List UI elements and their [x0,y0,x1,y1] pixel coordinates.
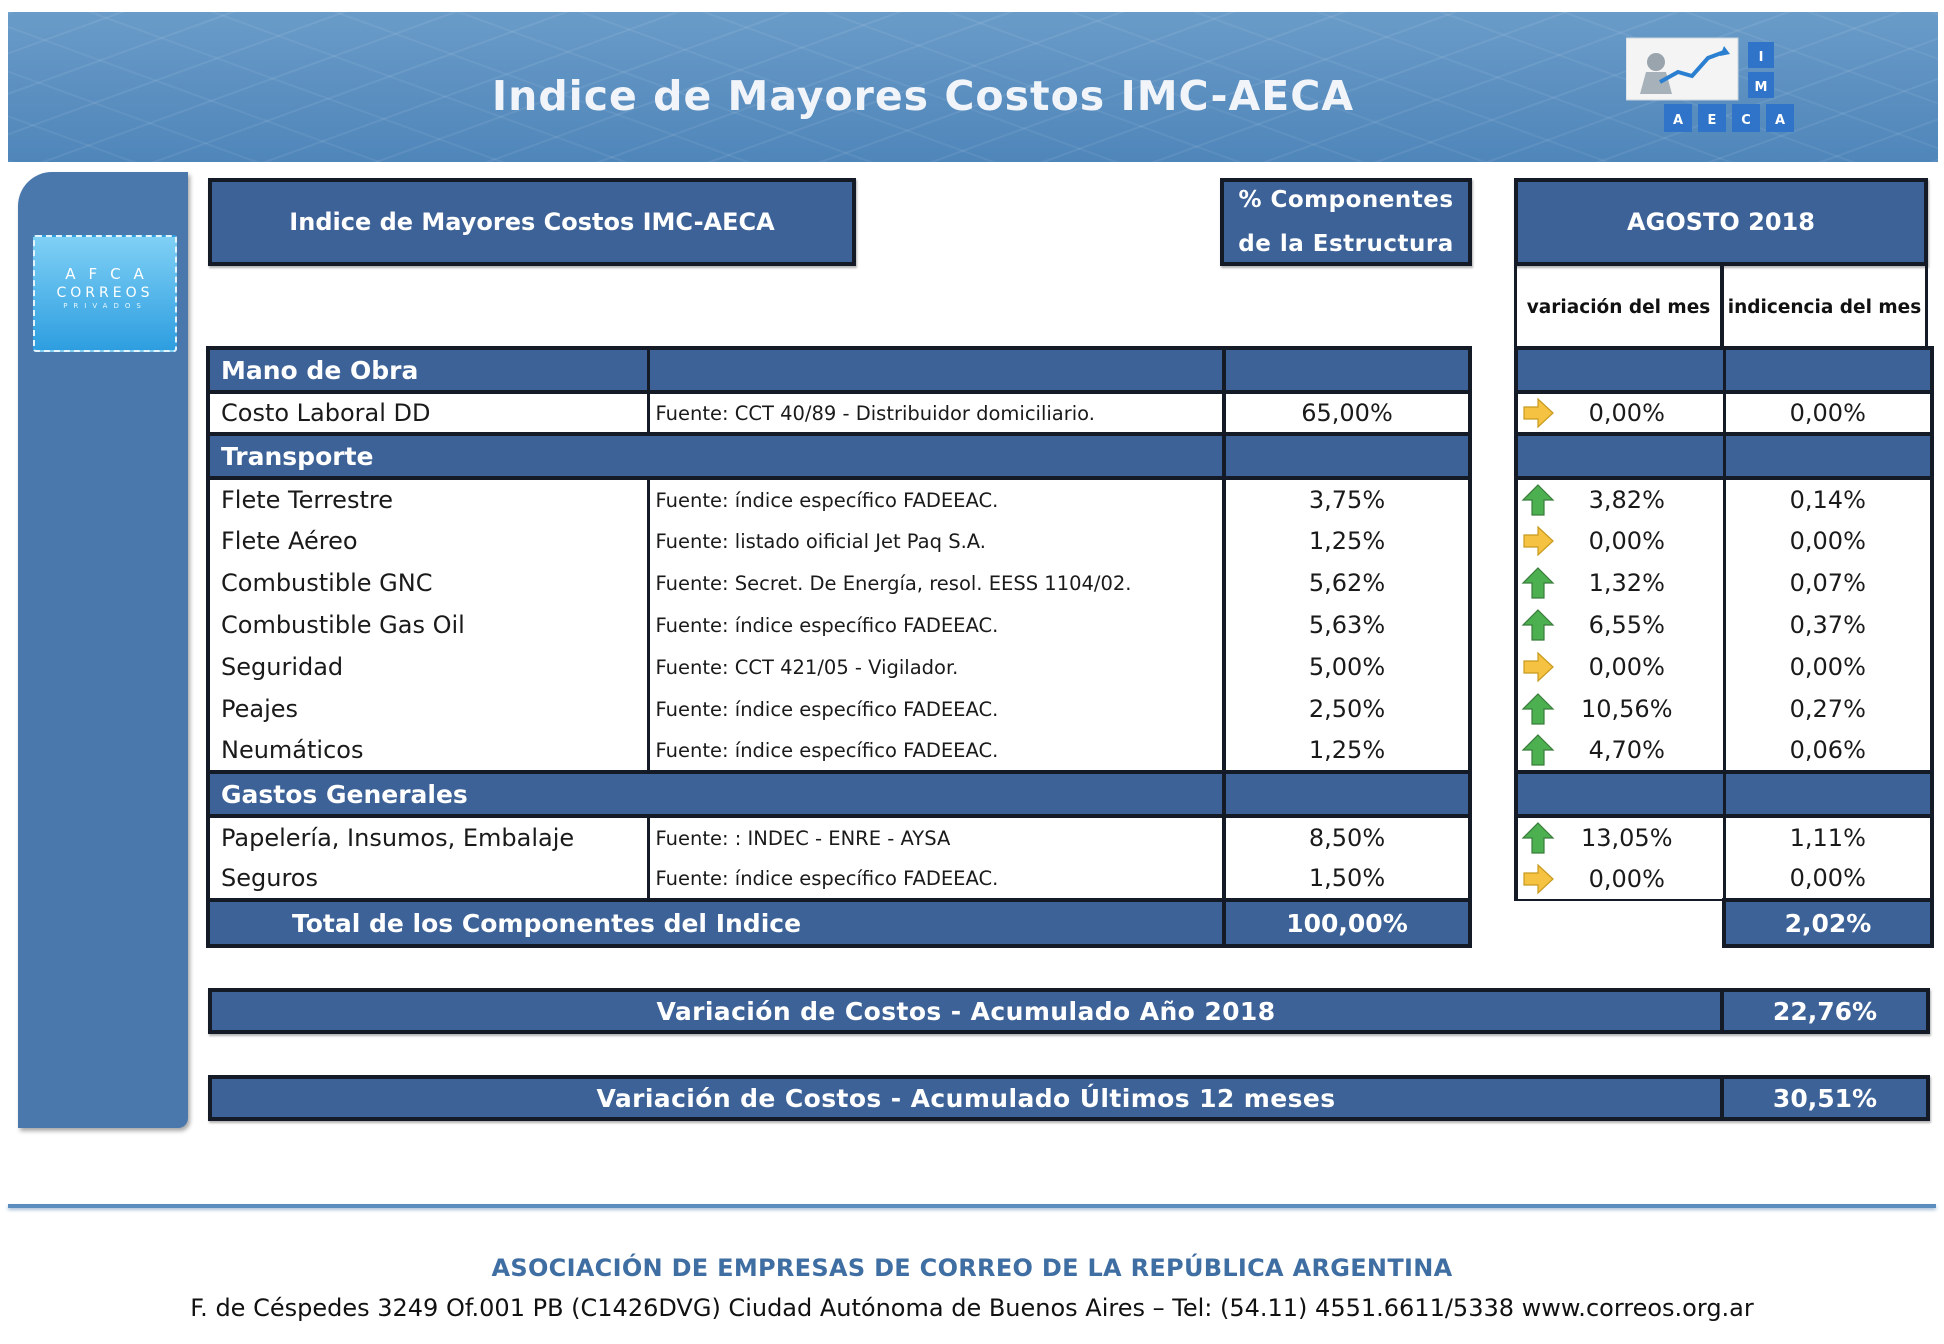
total-pct: 100,00% [1224,900,1470,946]
table-row [208,562,1932,604]
afca-correos-logo [33,235,177,352]
accumulated-12m-value: 30,51% [1720,1079,1926,1117]
svg-text:C: C [1741,113,1751,128]
svg-text:A: A [1672,113,1684,128]
up-arrow-icon [1521,566,1555,600]
total-row [208,900,1932,946]
item-name: Combustible Gas Oil [208,604,648,646]
section-row [208,434,1932,478]
components-header-line1: % Componentes [1238,187,1454,213]
afca-logo-line3: PRIVADOS [63,302,147,310]
table-row [208,478,1932,520]
item-source: Fuente: CCT 40/89 - Distribuidor domiciliario. [648,392,1224,434]
item-incidencia: 0,27% [1724,688,1932,730]
item-source: Fuente: índice específico FADEEAC. [648,478,1224,520]
item-source: Fuente: Secret. De Energía, resol. EESS 1104/02. [648,562,1224,604]
section-title: Gastos Generales [208,772,1224,816]
item-name: Seguros [208,858,648,900]
item-pct: 3,75% [1224,478,1470,520]
month-header-box [1514,178,1928,266]
cost-index-table [206,346,1934,948]
item-pct: 65,00% [1224,392,1470,434]
item-name: Papelería, Insumos, Embalaje [208,816,648,858]
item-name: Combustible GNC [208,562,648,604]
up-arrow-icon [1521,692,1555,726]
total-label: Total de los Componentes del Indice [208,900,1224,946]
up-arrow-icon [1521,483,1555,517]
item-incidencia: 0,00% [1724,392,1932,434]
footer-divider [8,1204,1936,1208]
item-variacion: 1,32% [1588,569,1665,597]
item-incidencia: 0,00% [1724,646,1932,688]
flat-arrow-icon [1521,862,1555,896]
svg-text:E: E [1707,113,1717,128]
item-pct: 5,62% [1224,562,1470,604]
item-incidencia: 1,11% [1724,816,1932,858]
item-pct: 1,25% [1224,520,1470,562]
item-source: Fuente: CCT 421/05 - Vigilador. [648,646,1224,688]
item-incidencia: 0,00% [1724,520,1932,562]
item-source: Fuente: índice específico FADEEAC. [648,604,1224,646]
item-pct: 5,63% [1224,604,1470,646]
item-pct: 8,50% [1224,816,1470,858]
table-row [208,858,1932,900]
item-pct: 1,50% [1224,858,1470,900]
item-pct: 5,00% [1224,646,1470,688]
table-row [208,730,1932,772]
table-row [208,520,1932,562]
item-pct: 1,25% [1224,730,1470,772]
item-name: Seguridad [208,646,648,688]
accumulated-year-value: 22,76% [1720,992,1926,1030]
imc-aeca-logo [1626,32,1820,140]
variacion-column-header: variación del mes [1514,266,1723,348]
month-label: AGOSTO 2018 [1627,208,1815,236]
item-incidencia: 0,14% [1724,478,1932,520]
svg-text:A: A [1774,113,1786,128]
accumulated-12m-bar [208,1075,1930,1121]
item-name: Flete Aéreo [208,520,648,562]
item-variacion: 4,70% [1588,736,1665,764]
components-header-box [1220,178,1472,266]
up-arrow-icon [1521,733,1555,767]
item-incidencia: 0,37% [1724,604,1932,646]
afca-logo-line2: CORREOS [56,285,154,301]
item-name: Neumáticos [208,730,648,772]
item-variacion: 0,00% [1588,399,1665,427]
table-title-box [208,178,856,266]
accumulated-12m-label: Variación de Costos - Acumulado Últimos 12 meses [596,1083,1336,1113]
table-row [208,688,1932,730]
item-incidencia: 0,06% [1724,730,1932,772]
flat-arrow-icon [1521,524,1555,558]
footer-address: F. de Céspedes 3249 Of.001 PB (C1426DVG) Ciudad Autónoma de Buenos Aires – Tel: (54.11) 4551.6611/5338 www.correos.org.ar [190,1294,1754,1322]
item-variacion: 13,05% [1580,824,1673,852]
item-variacion: 6,55% [1588,611,1665,639]
footer-organization: ASOCIACIÓN DE EMPRESAS DE CORREO DE LA REPÚBLICA ARGENTINA [491,1254,1453,1282]
item-incidencia: 0,00% [1724,858,1932,900]
item-source: Fuente: índice específico FADEEAC. [648,858,1224,900]
item-source: Fuente: listado oificial Jet Paq S.A. [648,520,1224,562]
incidencia-column-header: indicencia del mes [1722,266,1928,348]
table-title: Indice de Mayores Costos IMC-AECA [289,208,775,236]
item-variacion: 3,82% [1588,486,1665,514]
section-title: Mano de Obra [208,348,648,392]
table-row [208,816,1932,858]
components-header-line2: de la Estructura [1238,231,1454,257]
table-row [208,392,1932,434]
up-arrow-icon [1521,608,1555,642]
item-source: Fuente: índice específico FADEEAC. [648,730,1224,772]
total-incidencia: 2,02% [1724,900,1932,946]
svg-text:M: M [1754,80,1768,95]
item-variacion: 10,56% [1580,695,1673,723]
up-arrow-icon [1521,821,1555,855]
flat-arrow-icon [1521,396,1555,430]
accumulated-year-label: Variación de Costos - Acumulado Año 2018 [656,996,1276,1026]
accumulated-year-bar [208,988,1930,1034]
table-row [208,604,1932,646]
section-row [208,772,1932,816]
header-banner [8,12,1938,162]
afca-logo-line1: AFCA [65,265,157,283]
item-source: Fuente: : INDEC - ENRE - AYSA [648,816,1224,858]
item-incidencia: 0,07% [1724,562,1932,604]
item-variacion: 0,00% [1588,653,1665,681]
section-title: Transporte [208,434,1224,478]
item-variacion: 0,00% [1588,527,1665,555]
item-source: Fuente: índice específico FADEEAC. [648,688,1224,730]
section-row [208,348,1932,392]
table-row [208,646,1932,688]
banner-title: Indice de Mayores Costos IMC-AECA [491,72,1355,120]
svg-text:I: I [1758,50,1764,65]
flat-arrow-icon [1521,650,1555,684]
item-variacion: 0,00% [1588,864,1665,893]
item-pct: 2,50% [1224,688,1470,730]
item-name: Flete Terrestre [208,478,648,520]
item-name: Peajes [208,688,648,730]
item-name: Costo Laboral DD [208,392,648,434]
